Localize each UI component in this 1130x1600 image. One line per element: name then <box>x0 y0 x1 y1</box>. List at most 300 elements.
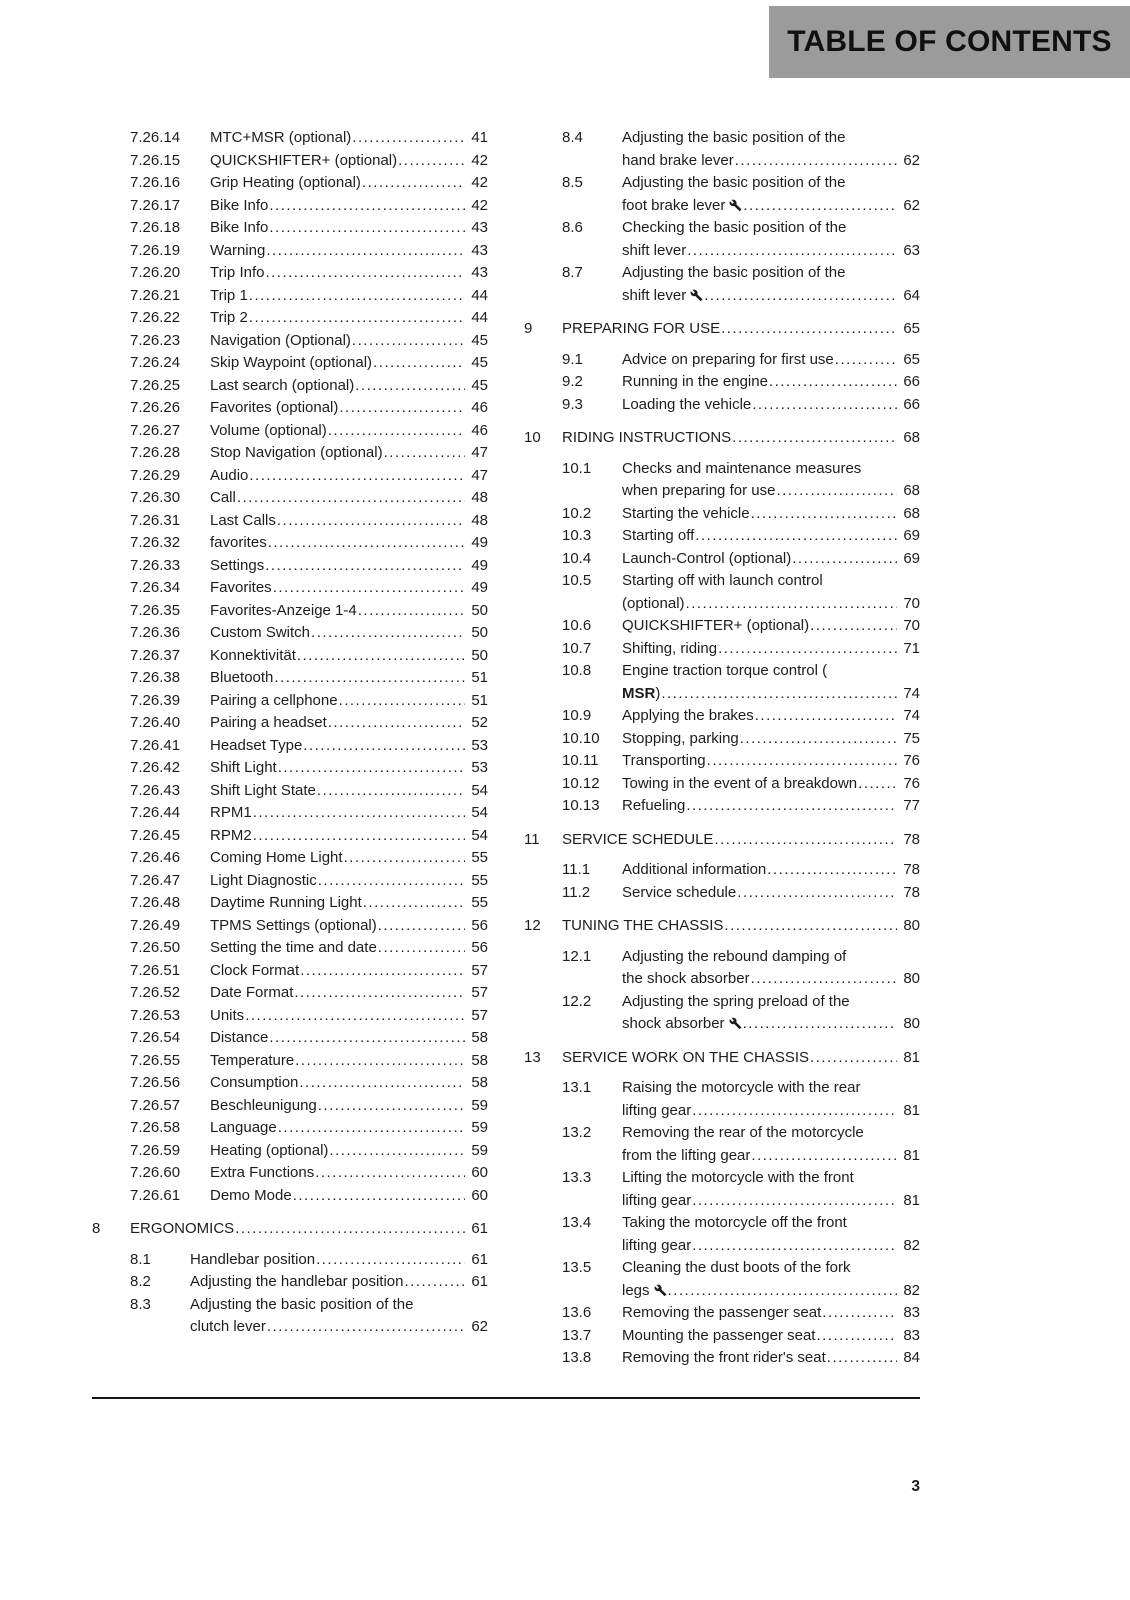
toc-entry-body <box>210 172 488 195</box>
toc-entry-number: 10.2 <box>562 504 592 522</box>
toc-entry <box>524 615 920 638</box>
toc-entry-page: 66 <box>897 394 920 417</box>
toc-entry-page: 49 <box>465 532 488 555</box>
toc-entry <box>92 1072 488 1095</box>
toc-entry-number: 7.26.48 <box>130 894 181 911</box>
footer-rule <box>92 1397 920 1399</box>
toc-entry <box>524 1167 920 1212</box>
toc-entry-page: 81 <box>897 1145 920 1168</box>
wrench-icon <box>729 199 742 212</box>
toc-entry <box>524 394 920 417</box>
toc-entry-title: Pairing a cellphone <box>210 691 338 709</box>
toc-entry-title: Mounting the passenger seat <box>622 1326 816 1344</box>
toc-entry-title: Navigation (Optional) <box>210 331 351 349</box>
toc-entry-body <box>210 600 488 623</box>
toc-entry-body <box>210 622 488 645</box>
toc-entry-page: 78 <box>897 829 920 852</box>
toc-entry <box>92 1218 488 1241</box>
toc-entry <box>92 982 488 1005</box>
toc-entry-number: 7.26.35 <box>130 601 181 619</box>
toc-entry <box>92 690 488 713</box>
toc-entry-number: 10.3 <box>562 527 592 544</box>
toc-entry-number: 7.26.38 <box>130 669 181 686</box>
toc-entry <box>92 262 488 285</box>
toc-entry-page: 45 <box>465 352 488 375</box>
toc-entry-body <box>210 150 488 173</box>
toc-entry-body <box>210 1185 488 1208</box>
toc-entry-title: Date Format <box>210 984 294 1001</box>
toc-entry-body <box>210 1072 488 1095</box>
toc-entry-page: 62 <box>465 1316 488 1339</box>
toc-entry-page: 62 <box>897 195 920 218</box>
toc-entry-number: 10.1 <box>562 459 592 477</box>
toc-entry-title-text: when preparing for use <box>622 482 776 499</box>
toc-entry-page: 43 <box>465 262 488 285</box>
toc-entry-body <box>562 1047 920 1070</box>
toc-entry <box>524 859 920 882</box>
toc-entry-body <box>622 371 920 394</box>
toc-entry-number: 13.4 <box>562 1214 592 1231</box>
toc-entry-body <box>210 262 488 285</box>
toc-entry-title: TPMS Settings (optional) <box>210 916 377 934</box>
toc-entry-body <box>622 615 920 638</box>
toc-entry <box>524 882 920 905</box>
toc-entry-title-text: Adjusting the spring preload of the <box>622 992 850 1010</box>
toc-entry-page: 62 <box>897 150 920 173</box>
toc-entry-title-bold: MSR <box>622 684 656 702</box>
toc-entry-title-text: lifting gear <box>622 1191 692 1209</box>
toc-entry-page: 58 <box>465 1072 488 1095</box>
toc-entry-page: 45 <box>465 375 488 398</box>
toc-entry-title-text: hand brake lever <box>622 151 734 169</box>
toc-entry-page: 48 <box>465 487 488 510</box>
toc-entry-title-text: (optional) <box>622 594 685 612</box>
toc-entry <box>92 780 488 803</box>
toc-entry-body <box>562 427 920 450</box>
toc-entry-page: 44 <box>465 307 488 330</box>
toc-entry-number: 9 <box>524 320 533 337</box>
toc-entry-page: 59 <box>465 1117 488 1140</box>
toc-entry <box>92 375 488 398</box>
toc-entry-number: 7.26.28 <box>130 444 181 461</box>
toc-entry-body <box>622 172 920 217</box>
toc-entry-title: Skip Waypoint (optional) <box>210 354 373 371</box>
toc-entry <box>524 318 920 341</box>
toc-entry-body <box>210 645 488 668</box>
toc-entry-title: Call <box>210 489 236 506</box>
toc-entry-title-text: Adjusting the rebound damping of <box>622 947 847 965</box>
toc-entry-page: 49 <box>465 555 488 578</box>
toc-entry <box>92 352 488 375</box>
toc-entry-title: Starting the vehicle <box>622 504 750 522</box>
toc-entry-number: 7.26.14 <box>130 129 181 146</box>
toc-entry-number: 12.2 <box>562 992 592 1010</box>
toc-entry-body <box>210 375 488 398</box>
toc-entry-body <box>622 1077 920 1122</box>
toc-entry-body <box>210 465 488 488</box>
toc-entry-number: 7.26.21 <box>130 286 181 304</box>
page-title: TABLE OF CONTENTS <box>787 25 1112 58</box>
toc-entry-body <box>210 1027 488 1050</box>
toc-entry-page: 54 <box>465 780 488 803</box>
toc-entry-number: 7.26.30 <box>130 489 181 506</box>
toc-entry <box>524 750 920 773</box>
toc-entry-page: 61 <box>465 1271 488 1294</box>
toc-entry-title: PREPARING FOR USE <box>562 320 721 337</box>
toc-entry <box>92 915 488 938</box>
toc-entry-page: 46 <box>465 397 488 420</box>
toc-entry-number: 7.26.24 <box>130 354 181 371</box>
toc-entry-page: 68 <box>897 427 920 450</box>
toc-entry-body <box>622 458 920 503</box>
toc-entry-title: Starting off <box>622 527 695 544</box>
toc-entry-number: 7.26.19 <box>130 241 181 259</box>
toc-entry-page: 50 <box>465 622 488 645</box>
toc-entry-number: 7.26.60 <box>130 1164 181 1181</box>
toc-entry-title: Shift Light State <box>210 781 316 799</box>
toc-entry-body <box>210 1050 488 1073</box>
toc-entry-number: 8 <box>92 1220 101 1237</box>
toc-entry <box>92 645 488 668</box>
toc-entry-page: 74 <box>897 683 920 706</box>
toc-entry-title: RIDING INSTRUCTIONS <box>562 429 732 446</box>
toc-entry-number: 10.7 <box>562 639 592 657</box>
toc-entry-title: Towing in the event of a breakdown <box>622 774 858 792</box>
toc-entry-title-text: Adjusting the basic position of the <box>190 1295 414 1313</box>
toc-entry-number: 7.26.54 <box>130 1029 181 1046</box>
toc-entry-number: 7.26.16 <box>130 174 181 191</box>
toc-entry-page: 52 <box>465 712 488 735</box>
toc-entry-number: 7.26.25 <box>130 376 181 394</box>
toc-entry <box>524 503 920 526</box>
toc-entry-title: Clock Format <box>210 961 300 979</box>
toc-entry-body <box>622 525 920 548</box>
toc-entry-body <box>190 1249 488 1272</box>
toc-entry-page: 81 <box>897 1190 920 1213</box>
toc-entry-page: 44 <box>465 285 488 308</box>
toc-entry-title: Heating (optional) <box>210 1141 329 1159</box>
toc-entry-page: 66 <box>897 371 920 394</box>
toc-entry <box>92 1027 488 1050</box>
wrench-icon <box>654 1284 667 1297</box>
toc-entry-number: 13.7 <box>562 1326 592 1344</box>
toc-entry-body <box>210 915 488 938</box>
toc-entry <box>524 262 920 307</box>
toc-entry-title: Temperature <box>210 1051 295 1069</box>
toc-entry-number: 7.26.47 <box>130 871 181 889</box>
toc-entry <box>524 1077 920 1122</box>
toc-entry-title-text: Raising the motorcycle with the rear <box>622 1079 861 1096</box>
toc-entry-title-text: Lifting the motorcycle with the front <box>622 1169 854 1186</box>
toc-entry-page: 60 <box>465 1185 488 1208</box>
toc-entry-body <box>622 795 920 818</box>
toc-entry-number: 7.26.26 <box>130 399 181 416</box>
toc-entry-body <box>622 773 920 796</box>
toc-entry-body <box>210 532 488 555</box>
toc-entry-number: 11.2 <box>562 883 591 901</box>
toc-entry-body <box>210 555 488 578</box>
toc-entry <box>524 1047 920 1070</box>
toc-entry-page: 58 <box>465 1027 488 1050</box>
toc-entry <box>92 1162 488 1185</box>
toc-entry-body <box>622 991 920 1036</box>
toc-entry-number: 7.26.61 <box>130 1186 181 1204</box>
toc-entry-title: Extra Functions <box>210 1164 315 1181</box>
toc-entry-title: Shifting, riding <box>622 639 718 657</box>
toc-entry-number: 7.26.22 <box>130 309 181 326</box>
toc-entry-title-text: shift lever <box>622 241 687 259</box>
toc-entry-title: Headset Type <box>210 736 303 754</box>
toc-entry <box>524 991 920 1036</box>
toc-entry-page: 76 <box>897 773 920 796</box>
toc-entry-title: Adjusting the handlebar position <box>190 1273 404 1290</box>
toc-entry-body <box>622 1257 920 1302</box>
toc-entry-number: 7.26.17 <box>130 196 181 214</box>
toc-entry-title: Last Calls <box>210 511 276 529</box>
toc-entry-title: Volume (optional) <box>210 421 327 439</box>
toc-entry-title: Favorites (optional) <box>210 399 339 416</box>
toc-entry-page: 55 <box>465 892 488 915</box>
toc-entry-number: 7.26.33 <box>130 556 181 574</box>
toc-entry-title: Coming Home Light <box>210 849 343 866</box>
toc-entry-body <box>210 307 488 330</box>
toc-entry <box>92 622 488 645</box>
toc-entry-title: Favorites-Anzeige 1-4 <box>210 601 357 619</box>
toc-entry-title: Grip Heating (optional) <box>210 174 361 191</box>
toc-entry <box>524 427 920 450</box>
toc-entry-title: favorites <box>210 534 267 551</box>
toc-entry-number: 8.1 <box>130 1250 151 1268</box>
toc-column-left <box>92 127 488 1370</box>
toc-entry-body <box>622 1167 920 1212</box>
toc-entry-body <box>622 394 920 417</box>
toc-entry <box>524 915 920 938</box>
toc-entry <box>92 735 488 758</box>
toc-entry-title: QUICKSHIFTER+ (optional) <box>210 151 398 169</box>
toc-entry-title: Trip 1 <box>210 286 248 304</box>
toc-entry-body <box>210 892 488 915</box>
toc-entry-title: RPM2 <box>210 826 252 844</box>
toc-entry-page: 61 <box>465 1249 488 1272</box>
toc-entry <box>92 465 488 488</box>
toc-entry <box>92 555 488 578</box>
toc-entry-body <box>190 1271 488 1294</box>
toc-entry <box>524 1302 920 1325</box>
toc-entry <box>92 847 488 870</box>
toc-entry-title-text: Cleaning the dust boots of the fork <box>622 1259 851 1276</box>
toc-entry-title: Setting the time and date <box>210 939 377 956</box>
table-of-contents <box>92 127 920 1370</box>
toc-entry-page: 63 <box>897 240 920 263</box>
toc-entry-title: Consumption <box>210 1074 299 1091</box>
toc-entry-page: 81 <box>897 1100 920 1123</box>
toc-entry-page: 60 <box>465 1162 488 1185</box>
toc-entry-number: 11.1 <box>562 861 591 878</box>
toc-entry-number: 8.3 <box>130 1295 151 1313</box>
toc-entry-body <box>210 712 488 735</box>
toc-entry-title: Stop Navigation (optional) <box>210 444 383 461</box>
toc-entry-title: Pairing a headset <box>210 714 327 731</box>
toc-entry-page: 57 <box>465 960 488 983</box>
toc-entry <box>92 240 488 263</box>
toc-entry-page: 42 <box>465 172 488 195</box>
toc-entry-number: 10.12 <box>562 774 600 792</box>
toc-entry-title: Light Diagnostic <box>210 871 317 889</box>
toc-entry-page: 77 <box>897 795 920 818</box>
toc-entry-page: 69 <box>897 548 920 571</box>
toc-entry-page: 53 <box>465 735 488 758</box>
toc-entry-body <box>210 240 488 263</box>
toc-entry-number: 7.26.58 <box>130 1119 181 1136</box>
toc-entry <box>524 1122 920 1167</box>
toc-entry <box>524 217 920 262</box>
toc-entry-body <box>210 510 488 533</box>
toc-entry <box>92 127 488 150</box>
toc-entry-title: Language <box>210 1119 277 1136</box>
toc-entry-body <box>210 195 488 218</box>
toc-entry-body <box>622 503 920 526</box>
toc-entry-body <box>622 638 920 661</box>
toc-entry-number: 7.26.18 <box>130 219 181 236</box>
toc-entry <box>92 195 488 218</box>
toc-entry-title: Stopping, parking <box>622 729 739 747</box>
toc-entry-body <box>210 735 488 758</box>
toc-entry-number: 8.7 <box>562 264 583 281</box>
toc-entry <box>92 1271 488 1294</box>
toc-entry-number: 7.26.56 <box>130 1074 181 1091</box>
toc-entry-number: 7.26.44 <box>130 804 181 821</box>
toc-entry-number: 7.26.57 <box>130 1096 181 1114</box>
toc-entry-page: 84 <box>897 1347 920 1370</box>
toc-entry-page: 55 <box>465 870 488 893</box>
toc-column-right <box>524 127 920 1370</box>
toc-entry-body <box>210 1095 488 1118</box>
toc-entry-title-text: lifting gear <box>622 1236 692 1254</box>
toc-entry <box>524 548 920 571</box>
toc-entry-number: 8.6 <box>562 219 583 236</box>
toc-entry-page: 61 <box>465 1218 488 1241</box>
toc-entry-number: 7.26.55 <box>130 1051 181 1069</box>
toc-entry-number: 13.6 <box>562 1304 592 1321</box>
toc-entry-number: 9.3 <box>562 395 583 413</box>
toc-entry-body <box>130 1218 488 1241</box>
toc-entry-title: QUICKSHIFTER+ (optional) <box>622 617 810 634</box>
toc-entry-body <box>210 1005 488 1028</box>
toc-entry-page: 70 <box>897 615 920 638</box>
toc-entry-page: 46 <box>465 420 488 443</box>
toc-entry-number: 7.26.23 <box>130 331 181 349</box>
toc-entry-page: 64 <box>897 285 920 308</box>
toc-entry-body <box>622 1347 920 1370</box>
toc-entry <box>524 705 920 728</box>
toc-entry-number: 7.26.27 <box>130 421 181 439</box>
toc-entry-title: MTC+MSR (optional) <box>210 129 352 146</box>
toc-entry <box>92 532 488 555</box>
toc-entry-page: 50 <box>465 600 488 623</box>
toc-entry-title: Trip Info <box>210 264 265 281</box>
toc-entry-title: Favorites <box>210 579 272 596</box>
toc-entry-page: 55 <box>465 847 488 870</box>
toc-entry <box>92 1249 488 1272</box>
toc-entry-page: 48 <box>465 510 488 533</box>
toc-entry-body <box>622 1212 920 1257</box>
toc-entry-page: 59 <box>465 1140 488 1163</box>
toc-entry-title: Konnektivität <box>210 646 296 664</box>
toc-entry-page: 54 <box>465 825 488 848</box>
toc-entry-title: SERVICE SCHEDULE <box>562 830 714 848</box>
toc-entry-title: Launch-Control (optional) <box>622 549 792 567</box>
toc-entry-page: 75 <box>897 728 920 751</box>
toc-entry-number: 10 <box>524 429 541 446</box>
toc-entry-body <box>210 577 488 600</box>
toc-entry-title: ERGONOMICS <box>130 1220 235 1237</box>
toc-entry <box>92 442 488 465</box>
toc-entry <box>524 458 920 503</box>
toc-entry <box>92 487 488 510</box>
toc-entry <box>524 773 920 796</box>
toc-entry-number: 8.2 <box>130 1273 151 1290</box>
toc-entry-body <box>622 548 920 571</box>
toc-entry <box>92 330 488 353</box>
toc-entry-title: Trip 2 <box>210 309 248 326</box>
toc-entry-number: 7.26.52 <box>130 984 181 1001</box>
toc-entry-title: Settings <box>210 556 265 574</box>
toc-entry-page: 58 <box>465 1050 488 1073</box>
toc-entry-body <box>210 937 488 960</box>
toc-entry-body <box>210 780 488 803</box>
toc-entry-number: 7.26.43 <box>130 781 181 799</box>
toc-entry-page: 56 <box>465 915 488 938</box>
toc-entry-page: 43 <box>465 217 488 240</box>
toc-entry-title: Advice on preparing for first use <box>622 350 834 368</box>
toc-entry-body <box>210 847 488 870</box>
toc-entry-number: 12 <box>524 917 541 934</box>
toc-entry-title: Loading the vehicle <box>622 395 752 413</box>
toc-entry-body <box>622 1122 920 1167</box>
toc-entry-body <box>210 330 488 353</box>
toc-entry-page: 41 <box>465 127 488 150</box>
toc-entry-number: 7.26.42 <box>130 759 181 776</box>
toc-entry-page: 57 <box>465 982 488 1005</box>
toc-entry-page: 49 <box>465 577 488 600</box>
toc-entry-body <box>622 705 920 728</box>
toc-entry-number: 13.8 <box>562 1349 592 1366</box>
toc-entry <box>92 307 488 330</box>
toc-entry-body <box>210 1140 488 1163</box>
toc-entry-number: 10.13 <box>562 797 600 814</box>
toc-entry-page: 78 <box>897 859 920 882</box>
toc-entry-title: Shift Light <box>210 759 277 776</box>
toc-entry-number: 10.11 <box>562 752 599 769</box>
toc-entry-body <box>210 667 488 690</box>
toc-entry-number: 13.5 <box>562 1259 592 1276</box>
wrench-icon <box>729 1017 742 1030</box>
toc-entry-number: 7.26.51 <box>130 961 181 979</box>
toc-entry-number: 7.26.36 <box>130 624 181 641</box>
toc-entry-body <box>622 750 920 773</box>
toc-entry-body <box>562 915 920 938</box>
toc-entry-body <box>622 349 920 372</box>
toc-entry-page: 71 <box>897 638 920 661</box>
page-number: 3 <box>911 1478 920 1495</box>
toc-entry-body <box>210 127 488 150</box>
toc-entry-page: 83 <box>897 1325 920 1348</box>
toc-entry-number: 9.1 <box>562 350 583 368</box>
toc-entry-body <box>210 1117 488 1140</box>
toc-entry-title-text: shock absorber <box>622 1015 725 1032</box>
toc-entry-title-text: Checking the basic position of the <box>622 219 847 236</box>
toc-entry-body <box>210 802 488 825</box>
